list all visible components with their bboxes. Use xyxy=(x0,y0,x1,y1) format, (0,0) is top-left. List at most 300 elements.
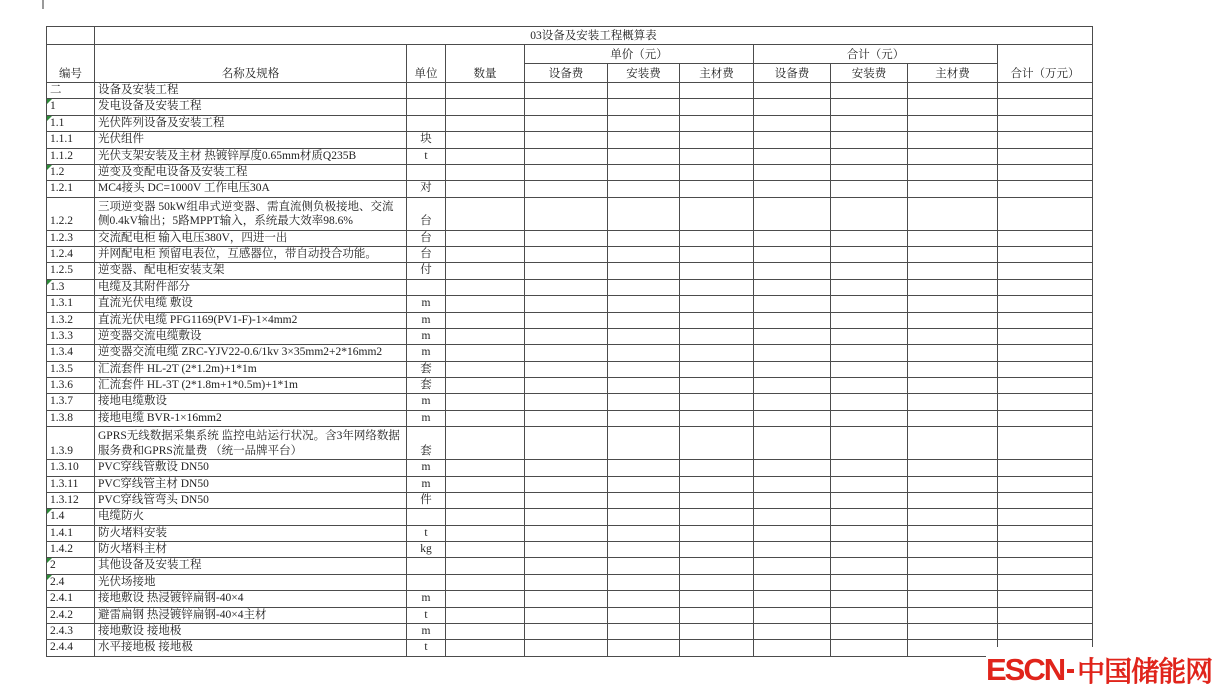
row-unitprice-material-cell xyxy=(680,181,754,197)
row-total-material-cell xyxy=(908,410,998,426)
row-unit-cell xyxy=(407,574,446,590)
row-total-equip-cell xyxy=(754,509,831,525)
row-id-cell: 二 xyxy=(47,83,95,99)
row-total-material-cell xyxy=(908,181,998,197)
row-qty-cell xyxy=(446,279,525,295)
row-id-cell: 1.1 xyxy=(47,115,95,131)
row-id-cell: 1.2.1 xyxy=(47,181,95,197)
row-unitprice-material-cell xyxy=(680,394,754,410)
row-total-equip-cell xyxy=(754,247,831,263)
row-total-equip-cell xyxy=(754,591,831,607)
row-total-install-cell xyxy=(831,263,908,279)
row-unitprice-material-cell xyxy=(680,99,754,115)
row-total-material-cell xyxy=(908,279,998,295)
row-total-material-cell xyxy=(908,574,998,590)
row-total-install-cell xyxy=(831,427,908,460)
row-unitprice-install-cell xyxy=(608,181,680,197)
row-total-wan-cell xyxy=(998,525,1093,541)
row-unit-cell: m xyxy=(407,410,446,426)
row-total-equip-cell xyxy=(754,607,831,623)
row-name-cell: GPRS无线数据采集系统 监控电站运行状况。含3年网络数据服务费和GPRS流量费 （统一品牌平台） xyxy=(95,427,407,460)
row-total-equip-cell xyxy=(754,427,831,460)
table-row xyxy=(47,460,1093,476)
row-unit-cell xyxy=(407,164,446,180)
row-unitprice-equip-cell xyxy=(525,296,608,312)
table-row xyxy=(47,247,1093,263)
row-id-cell: 1.3.2 xyxy=(47,312,95,328)
row-unit-cell: 件 xyxy=(407,492,446,508)
row-qty-cell xyxy=(446,312,525,328)
table-row xyxy=(47,410,1093,426)
row-unitprice-equip-cell xyxy=(525,164,608,180)
table-row xyxy=(47,328,1093,344)
row-total-wan-cell xyxy=(998,361,1093,377)
col-header-unit: 单位 xyxy=(407,45,446,83)
col-header-total-wan: 合计（万元） xyxy=(998,45,1093,83)
row-unit-cell xyxy=(407,115,446,131)
row-name-cell: 防火堵料主材 xyxy=(95,542,407,558)
row-total-material-cell xyxy=(908,460,998,476)
row-total-equip-cell xyxy=(754,148,831,164)
row-qty-cell xyxy=(446,296,525,312)
row-qty-cell xyxy=(446,410,525,426)
row-total-wan-cell xyxy=(998,542,1093,558)
row-name-cell: 发电设备及安装工程 xyxy=(95,99,407,115)
row-unitprice-install-cell xyxy=(608,410,680,426)
row-total-material-cell xyxy=(908,394,998,410)
table-row xyxy=(47,525,1093,541)
row-qty-cell xyxy=(446,427,525,460)
table-row xyxy=(47,263,1093,279)
row-unitprice-material-cell xyxy=(680,247,754,263)
row-total-install-cell xyxy=(831,328,908,344)
row-unitprice-install-cell xyxy=(608,296,680,312)
row-unitprice-equip-cell xyxy=(525,410,608,426)
row-total-material-cell xyxy=(908,476,998,492)
row-name-cell: 三项逆变器 50kW组串式逆变器、需直流侧负极接地、交流侧0.4kV输出；5路MPPT输入，系统最大效率98.6% xyxy=(95,197,407,230)
row-unit-cell: t xyxy=(407,525,446,541)
col-header-name: 名称及规格 xyxy=(95,45,407,83)
row-name-cell: 逆变及变配电设备及安装工程 xyxy=(95,164,407,180)
table-row xyxy=(47,623,1093,639)
row-qty-cell xyxy=(446,492,525,508)
row-total-material-cell xyxy=(908,115,998,131)
row-qty-cell xyxy=(446,99,525,115)
sheet-edge-tick xyxy=(42,0,44,9)
row-id-cell: 1 xyxy=(47,99,95,115)
row-unitprice-material-cell xyxy=(680,476,754,492)
row-id-cell: 2 xyxy=(47,558,95,574)
row-unit-cell: m xyxy=(407,328,446,344)
row-id-cell: 1.3.1 xyxy=(47,296,95,312)
row-id-cell: 2.4.4 xyxy=(47,640,95,656)
row-unitprice-equip-cell xyxy=(525,99,608,115)
row-total-equip-cell xyxy=(754,410,831,426)
row-unitprice-material-cell xyxy=(680,132,754,148)
row-total-material-cell xyxy=(908,247,998,263)
comment-marker-icon xyxy=(47,575,52,580)
row-unit-cell: kg xyxy=(407,542,446,558)
row-unit-cell: m xyxy=(407,312,446,328)
row-total-install-cell xyxy=(831,591,908,607)
row-unitprice-install-cell xyxy=(608,279,680,295)
row-total-equip-cell xyxy=(754,263,831,279)
row-unit-cell xyxy=(407,99,446,115)
row-unitprice-equip-cell xyxy=(525,115,608,131)
row-unitprice-equip-cell xyxy=(525,230,608,246)
row-total-install-cell xyxy=(831,83,908,99)
row-name-cell: 接地敷设 接地极 xyxy=(95,623,407,639)
row-total-equip-cell xyxy=(754,460,831,476)
row-unitprice-install-cell xyxy=(608,99,680,115)
row-total-install-cell xyxy=(831,574,908,590)
row-unit-cell: 台 xyxy=(407,247,446,263)
row-qty-cell xyxy=(446,197,525,230)
row-unitprice-material-cell xyxy=(680,296,754,312)
row-total-material-cell xyxy=(908,328,998,344)
row-unitprice-install-cell xyxy=(608,492,680,508)
row-total-install-cell xyxy=(831,164,908,180)
col-header-id: 编号 xyxy=(47,45,95,83)
row-unitprice-equip-cell xyxy=(525,640,608,656)
row-total-wan-cell xyxy=(998,164,1093,180)
row-total-wan-cell xyxy=(998,83,1093,99)
row-unit-cell: m xyxy=(407,476,446,492)
row-unitprice-equip-cell xyxy=(525,132,608,148)
table-row xyxy=(47,574,1093,590)
row-name-cell: 交流配电柜 输入电压380V，四进一出 xyxy=(95,230,407,246)
row-qty-cell xyxy=(446,361,525,377)
row-total-install-cell xyxy=(831,312,908,328)
logo-latin-text: ESCN xyxy=(986,652,1065,687)
row-total-wan-cell xyxy=(998,492,1093,508)
row-id-cell: 1.2.5 xyxy=(47,263,95,279)
row-name-cell: 并网配电柜 预留电表位，互感器位，带自动投合功能。 xyxy=(95,247,407,263)
row-qty-cell xyxy=(446,263,525,279)
row-total-material-cell xyxy=(908,378,998,394)
row-unit-cell: m xyxy=(407,623,446,639)
row-name-cell: 水平接地极 接地极 xyxy=(95,640,407,656)
row-total-material-cell xyxy=(908,164,998,180)
row-id-cell: 2.4.1 xyxy=(47,591,95,607)
row-unitprice-material-cell xyxy=(680,345,754,361)
row-total-equip-cell xyxy=(754,394,831,410)
row-id-cell: 1.3.9 xyxy=(47,427,95,460)
row-unitprice-material-cell xyxy=(680,525,754,541)
row-total-install-cell xyxy=(831,132,908,148)
row-total-material-cell xyxy=(908,132,998,148)
row-total-install-cell xyxy=(831,525,908,541)
row-unit-cell xyxy=(407,279,446,295)
row-unit-cell: 套 xyxy=(407,427,446,460)
row-total-wan-cell xyxy=(998,115,1093,131)
logo-cjk-text: 中国储能网 xyxy=(1077,656,1213,687)
row-qty-cell xyxy=(446,394,525,410)
row-total-wan-cell xyxy=(998,230,1093,246)
row-total-wan-cell xyxy=(998,279,1093,295)
row-total-material-cell xyxy=(908,148,998,164)
col-header-up-install: 安装费 xyxy=(608,64,680,83)
comment-marker-icon xyxy=(47,116,52,121)
row-unitprice-equip-cell xyxy=(525,509,608,525)
row-total-equip-cell xyxy=(754,574,831,590)
row-id-cell: 1.3.12 xyxy=(47,492,95,508)
row-total-equip-cell xyxy=(754,312,831,328)
row-id-cell: 1.2.4 xyxy=(47,247,95,263)
comment-marker-icon xyxy=(47,99,52,104)
row-name-cell: 直流光伏电缆 敷设 xyxy=(95,296,407,312)
row-unitprice-install-cell xyxy=(608,378,680,394)
row-total-material-cell xyxy=(908,99,998,115)
row-qty-cell xyxy=(446,230,525,246)
row-unitprice-equip-cell xyxy=(525,427,608,460)
logo-dash-icon xyxy=(1067,669,1074,673)
table-row xyxy=(47,115,1093,131)
table-row xyxy=(47,197,1093,230)
table-row xyxy=(47,558,1093,574)
table-row xyxy=(47,542,1093,558)
row-unitprice-material-cell xyxy=(680,591,754,607)
row-id-cell: 1.3.11 xyxy=(47,476,95,492)
row-total-wan-cell xyxy=(998,591,1093,607)
row-unit-cell: 套 xyxy=(407,378,446,394)
row-total-material-cell xyxy=(908,525,998,541)
row-total-install-cell xyxy=(831,296,908,312)
row-unitprice-equip-cell xyxy=(525,378,608,394)
row-total-material-cell xyxy=(908,296,998,312)
row-total-material-cell xyxy=(908,230,998,246)
row-total-material-cell xyxy=(908,509,998,525)
row-total-wan-cell xyxy=(998,247,1093,263)
table-row xyxy=(47,378,1093,394)
row-total-equip-cell xyxy=(754,197,831,230)
table-row xyxy=(47,607,1093,623)
row-total-material-cell xyxy=(908,345,998,361)
row-unitprice-install-cell xyxy=(608,476,680,492)
row-unitprice-material-cell xyxy=(680,279,754,295)
col-header-tt-install: 安装费 xyxy=(831,64,908,83)
row-id-cell: 1.3.7 xyxy=(47,394,95,410)
table-body xyxy=(47,83,1093,657)
row-id-cell: 1.2.2 xyxy=(47,197,95,230)
row-total-install-cell xyxy=(831,558,908,574)
row-id-cell: 1.3.3 xyxy=(47,328,95,344)
row-qty-cell xyxy=(446,542,525,558)
row-total-equip-cell xyxy=(754,115,831,131)
row-unitprice-install-cell xyxy=(608,427,680,460)
row-unitprice-material-cell xyxy=(680,230,754,246)
row-total-install-cell xyxy=(831,394,908,410)
row-total-equip-cell xyxy=(754,525,831,541)
row-unitprice-equip-cell xyxy=(525,460,608,476)
row-unitprice-equip-cell xyxy=(525,83,608,99)
row-unitprice-material-cell xyxy=(680,361,754,377)
row-unitprice-equip-cell xyxy=(525,476,608,492)
row-total-wan-cell xyxy=(998,607,1093,623)
row-name-cell: 设备及安装工程 xyxy=(95,83,407,99)
row-unitprice-install-cell xyxy=(608,263,680,279)
row-qty-cell xyxy=(446,525,525,541)
row-total-material-cell xyxy=(908,197,998,230)
row-unit-cell: 套 xyxy=(407,361,446,377)
row-unit-cell: m xyxy=(407,394,446,410)
row-total-install-cell xyxy=(831,197,908,230)
row-unitprice-install-cell xyxy=(608,132,680,148)
row-name-cell: 避雷扁钢 热浸镀锌扁钢-40×4主材 xyxy=(95,607,407,623)
row-name-cell: PVC穿线管敷设 DN50 xyxy=(95,460,407,476)
row-total-wan-cell xyxy=(998,509,1093,525)
row-total-equip-cell xyxy=(754,83,831,99)
row-name-cell: 电缆及其附件部分 xyxy=(95,279,407,295)
row-unitprice-equip-cell xyxy=(525,574,608,590)
row-total-equip-cell xyxy=(754,640,831,656)
title-row-spacer xyxy=(47,27,95,45)
row-name-cell: MC4接头 DC=1000V 工作电压30A xyxy=(95,181,407,197)
row-unitprice-install-cell xyxy=(608,509,680,525)
row-id-cell: 1.3.4 xyxy=(47,345,95,361)
row-total-wan-cell xyxy=(998,476,1093,492)
row-unit-cell xyxy=(407,83,446,99)
row-unitprice-material-cell xyxy=(680,83,754,99)
row-total-wan-cell xyxy=(998,263,1093,279)
row-unitprice-equip-cell xyxy=(525,247,608,263)
row-unit-cell: 付 xyxy=(407,263,446,279)
row-qty-cell xyxy=(446,148,525,164)
table-row xyxy=(47,345,1093,361)
table-row xyxy=(47,164,1093,180)
row-unitprice-install-cell xyxy=(608,148,680,164)
table-row xyxy=(47,312,1093,328)
row-unitprice-install-cell xyxy=(608,345,680,361)
row-total-equip-cell xyxy=(754,492,831,508)
row-unitprice-equip-cell xyxy=(525,591,608,607)
row-total-wan-cell xyxy=(998,410,1093,426)
row-total-install-cell xyxy=(831,378,908,394)
row-name-cell: 汇流套件 HL-3T (2*1.8m+1*0.5m)+1*1m xyxy=(95,378,407,394)
row-unit-cell: 对 xyxy=(407,181,446,197)
row-unitprice-material-cell xyxy=(680,542,754,558)
row-unit-cell: 台 xyxy=(407,230,446,246)
row-unitprice-equip-cell xyxy=(525,394,608,410)
row-total-equip-cell xyxy=(754,623,831,639)
row-total-material-cell xyxy=(908,83,998,99)
row-name-cell: 逆变器、配电柜安装支架 xyxy=(95,263,407,279)
row-total-install-cell xyxy=(831,181,908,197)
row-qty-cell xyxy=(446,83,525,99)
row-unitprice-equip-cell xyxy=(525,345,608,361)
row-total-equip-cell xyxy=(754,99,831,115)
row-name-cell: 逆变器交流电缆敷设 xyxy=(95,328,407,344)
row-unitprice-install-cell xyxy=(608,247,680,263)
col-header-qty: 数量 xyxy=(446,45,525,83)
row-total-install-cell xyxy=(831,492,908,508)
row-unitprice-install-cell xyxy=(608,394,680,410)
row-unitprice-material-cell xyxy=(680,164,754,180)
table-row xyxy=(47,492,1093,508)
row-total-wan-cell xyxy=(998,460,1093,476)
row-qty-cell xyxy=(446,181,525,197)
comment-marker-icon xyxy=(47,165,52,170)
row-qty-cell xyxy=(446,640,525,656)
col-header-up-material: 主材费 xyxy=(680,64,754,83)
row-name-cell: PVC穿线管弯头 DN50 xyxy=(95,492,407,508)
row-id-cell: 1.3.10 xyxy=(47,460,95,476)
row-total-wan-cell xyxy=(998,312,1093,328)
row-total-equip-cell xyxy=(754,279,831,295)
row-unit-cell: 台 xyxy=(407,197,446,230)
row-unitprice-material-cell xyxy=(680,427,754,460)
row-qty-cell xyxy=(446,574,525,590)
row-qty-cell xyxy=(446,115,525,131)
table-row xyxy=(47,296,1093,312)
row-unitprice-material-cell xyxy=(680,148,754,164)
row-total-equip-cell xyxy=(754,164,831,180)
row-total-wan-cell xyxy=(998,574,1093,590)
row-unitprice-install-cell xyxy=(608,591,680,607)
row-unitprice-equip-cell xyxy=(525,558,608,574)
row-unitprice-install-cell xyxy=(608,607,680,623)
row-unitprice-equip-cell xyxy=(525,623,608,639)
row-unitprice-material-cell xyxy=(680,640,754,656)
table-row xyxy=(47,427,1093,460)
col-header-tt-equip: 设备费 xyxy=(754,64,831,83)
row-total-wan-cell xyxy=(998,197,1093,230)
row-total-wan-cell xyxy=(998,99,1093,115)
row-unitprice-install-cell xyxy=(608,542,680,558)
row-id-cell: 1.2 xyxy=(47,164,95,180)
row-id-cell: 1.3.8 xyxy=(47,410,95,426)
row-total-equip-cell xyxy=(754,132,831,148)
row-total-equip-cell xyxy=(754,181,831,197)
row-unit-cell: m xyxy=(407,296,446,312)
row-unitprice-material-cell xyxy=(680,558,754,574)
row-unitprice-equip-cell xyxy=(525,607,608,623)
row-unitprice-equip-cell xyxy=(525,525,608,541)
row-total-material-cell xyxy=(908,640,998,656)
row-total-material-cell xyxy=(908,263,998,279)
row-name-cell: 光伏阵列设备及安装工程 xyxy=(95,115,407,131)
row-total-material-cell xyxy=(908,492,998,508)
row-name-cell: 防火堵料安装 xyxy=(95,525,407,541)
row-unitprice-install-cell xyxy=(608,115,680,131)
row-unitprice-material-cell xyxy=(680,509,754,525)
table-row xyxy=(47,230,1093,246)
row-unitprice-equip-cell xyxy=(525,279,608,295)
row-total-install-cell xyxy=(831,148,908,164)
row-total-material-cell xyxy=(908,623,998,639)
row-name-cell: 光伏场接地 xyxy=(95,574,407,590)
row-total-install-cell xyxy=(831,230,908,246)
row-total-equip-cell xyxy=(754,558,831,574)
row-unit-cell xyxy=(407,558,446,574)
row-total-wan-cell xyxy=(998,558,1093,574)
row-unitprice-install-cell xyxy=(608,164,680,180)
table-row xyxy=(47,132,1093,148)
col-group-unit-price: 单价（元） xyxy=(525,45,754,64)
row-total-equip-cell xyxy=(754,230,831,246)
row-qty-cell xyxy=(446,164,525,180)
row-name-cell: 光伏组件 xyxy=(95,132,407,148)
row-total-install-cell xyxy=(831,361,908,377)
row-id-cell: 1.2.3 xyxy=(47,230,95,246)
row-total-install-cell xyxy=(831,279,908,295)
row-unitprice-install-cell xyxy=(608,230,680,246)
row-qty-cell xyxy=(446,345,525,361)
table-row xyxy=(47,476,1093,492)
row-qty-cell xyxy=(446,558,525,574)
col-header-tt-material: 主材费 xyxy=(908,64,998,83)
row-total-material-cell xyxy=(908,312,998,328)
